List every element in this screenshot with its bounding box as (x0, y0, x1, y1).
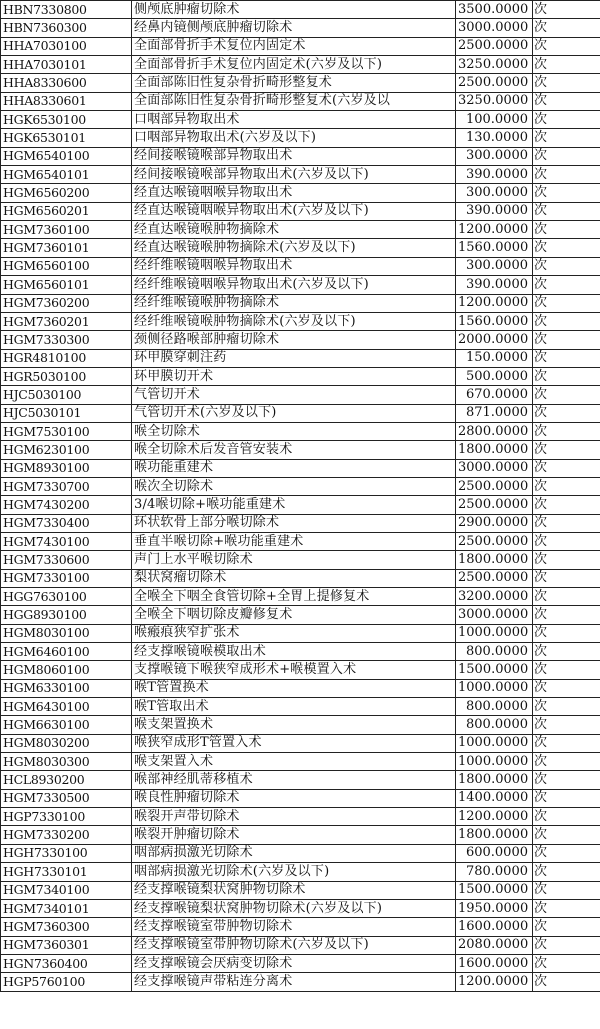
item-unit-cell: 次 (533, 954, 600, 972)
item-code-cell: HGM7330200 (1, 826, 132, 844)
item-code-cell: HJC5030101 (1, 404, 132, 422)
item-price-cell: 390.0000 (456, 166, 533, 184)
table-row (1, 166, 600, 184)
table-row (1, 808, 600, 826)
item-code-cell: HGM7360100 (1, 221, 132, 239)
item-unit-cell: 次 (533, 789, 600, 807)
item-unit-cell: 次 (533, 716, 600, 734)
item-unit-cell: 次 (533, 624, 600, 642)
item-code-cell: HGM7360201 (1, 312, 132, 330)
item-price-cell: 1200.0000 (456, 221, 533, 239)
item-code-cell: HGM6460100 (1, 643, 132, 661)
item-name-cell: 侧颅底肿瘤切除术 (132, 1, 456, 19)
item-price-cell: 130.0000 (456, 129, 533, 147)
item-price-cell: 500.0000 (456, 367, 533, 385)
item-name-cell: 颈侧径路喉部肿瘤切除术 (132, 331, 456, 349)
item-unit-cell: 次 (533, 312, 600, 330)
item-name-cell: 全面部骨折手术复位内固定术 (132, 37, 456, 55)
item-code-cell: HGH7330101 (1, 863, 132, 881)
table-row (1, 789, 600, 807)
table-row (1, 899, 600, 917)
item-name-cell: 环甲膜切开术 (132, 367, 456, 385)
item-name-cell: 喉T管置换术 (132, 679, 456, 697)
item-name-cell: 经直达喉镜喉肿物摘除术(六岁及以下) (132, 239, 456, 257)
item-code-cell: HGR5030100 (1, 367, 132, 385)
item-name-cell: 经鼻内镜侧颅底肿瘤切除术 (132, 19, 456, 37)
item-unit-cell: 次 (533, 257, 600, 275)
table-row (1, 734, 600, 752)
item-code-cell: HHA7030101 (1, 56, 132, 74)
item-name-cell: 喉全切除术 (132, 422, 456, 440)
item-name-cell: 全面部陈旧性复杂骨折畸形整复术 (132, 74, 456, 92)
item-unit-cell: 次 (533, 514, 600, 532)
item-name-cell: 梨状窝瘤切除术 (132, 569, 456, 587)
item-unit-cell: 次 (533, 753, 600, 771)
item-code-cell: HGM8060100 (1, 661, 132, 679)
table-row (1, 386, 600, 404)
item-name-cell: 3/4喉切除+喉功能重建术 (132, 496, 456, 514)
item-price-cell: 871.0000 (456, 404, 533, 422)
table-row (1, 221, 600, 239)
item-name-cell: 喉T管取出术 (132, 698, 456, 716)
item-code-cell: HGK6530101 (1, 129, 132, 147)
item-unit-cell: 次 (533, 698, 600, 716)
item-price-cell: 3000.0000 (456, 19, 533, 37)
item-unit-cell: 次 (533, 74, 600, 92)
table-row (1, 37, 600, 55)
table-row (1, 422, 600, 440)
item-name-cell: 经直达喉镜咽喉异物取出术 (132, 184, 456, 202)
item-code-cell: HGM7330500 (1, 789, 132, 807)
item-code-cell: HGM6540101 (1, 166, 132, 184)
item-name-cell: 垂直半喉切除+喉功能重建术 (132, 532, 456, 550)
item-price-cell: 2500.0000 (456, 569, 533, 587)
item-price-cell: 1560.0000 (456, 239, 533, 257)
item-price-cell: 300.0000 (456, 184, 533, 202)
item-price-cell: 3200.0000 (456, 588, 533, 606)
item-price-cell: 800.0000 (456, 716, 533, 734)
table-row (1, 606, 600, 624)
item-name-cell: 经支撑喉镜室带肿物切除术 (132, 918, 456, 936)
table-row (1, 276, 600, 294)
item-unit-cell: 次 (533, 606, 600, 624)
table-row (1, 698, 600, 716)
item-unit-cell: 次 (533, 184, 600, 202)
table-row (1, 643, 600, 661)
item-code-cell: HGP7330100 (1, 808, 132, 826)
item-unit-cell: 次 (533, 771, 600, 789)
item-price-cell: 800.0000 (456, 698, 533, 716)
item-name-cell: 咽部病损激光切除术(六岁及以下) (132, 863, 456, 881)
table-row (1, 129, 600, 147)
item-code-cell: HGR4810100 (1, 349, 132, 367)
item-unit-cell: 次 (533, 166, 600, 184)
item-name-cell: 喉瘢痕狭窄扩张术 (132, 624, 456, 642)
table-row (1, 588, 600, 606)
item-name-cell: 经支撑喉镜梨状窝肿物切除术 (132, 881, 456, 899)
item-code-cell: HGM7330300 (1, 331, 132, 349)
item-code-cell: HGG7630100 (1, 588, 132, 606)
table-row (1, 92, 600, 110)
table-row (1, 954, 600, 972)
table-row (1, 881, 600, 899)
item-unit-cell: 次 (533, 37, 600, 55)
item-price-cell: 2000.0000 (456, 331, 533, 349)
fee-table-body (1, 1, 600, 992)
item-name-cell: 口咽部异物取出术(六岁及以下) (132, 129, 456, 147)
item-name-cell: 喉支架置入术 (132, 753, 456, 771)
item-code-cell: HGN7360400 (1, 954, 132, 972)
item-price-cell: 2500.0000 (456, 532, 533, 550)
item-price-cell: 1600.0000 (456, 954, 533, 972)
item-unit-cell: 次 (533, 404, 600, 422)
table-row (1, 111, 600, 129)
table-row (1, 74, 600, 92)
item-name-cell: 喉次全切除术 (132, 477, 456, 495)
item-code-cell: HGH7330100 (1, 844, 132, 862)
item-price-cell: 1800.0000 (456, 441, 533, 459)
table-row (1, 312, 600, 330)
item-code-cell: HJC5030100 (1, 386, 132, 404)
item-code-cell: HCL8930200 (1, 771, 132, 789)
item-price-cell: 390.0000 (456, 202, 533, 220)
item-unit-cell: 次 (533, 734, 600, 752)
item-name-cell: 经直达喉镜喉肿物摘除术 (132, 221, 456, 239)
table-row (1, 551, 600, 569)
item-name-cell: 喉支架置换术 (132, 716, 456, 734)
item-code-cell: HGG8930100 (1, 606, 132, 624)
table-row (1, 716, 600, 734)
item-unit-cell: 次 (533, 679, 600, 697)
item-unit-cell: 次 (533, 881, 600, 899)
item-price-cell: 2500.0000 (456, 37, 533, 55)
item-unit-cell: 次 (533, 551, 600, 569)
item-name-cell: 喉功能重建术 (132, 459, 456, 477)
item-price-cell: 1000.0000 (456, 624, 533, 642)
table-row (1, 184, 600, 202)
item-name-cell: 经直达喉镜咽喉异物取出术(六岁及以下) (132, 202, 456, 220)
item-unit-cell: 次 (533, 661, 600, 679)
item-price-cell: 1200.0000 (456, 973, 533, 991)
item-name-cell: 经支撑喉镜声带粘连分离术 (132, 973, 456, 991)
item-price-cell: 1800.0000 (456, 826, 533, 844)
item-code-cell: HHA8330600 (1, 74, 132, 92)
table-row (1, 19, 600, 37)
item-unit-cell: 次 (533, 92, 600, 110)
table-row (1, 863, 600, 881)
item-code-cell: HHA8330601 (1, 92, 132, 110)
table-row (1, 404, 600, 422)
item-price-cell: 2500.0000 (456, 74, 533, 92)
item-price-cell: 2900.0000 (456, 514, 533, 532)
item-code-cell: HGM7330100 (1, 569, 132, 587)
item-name-cell: 经纤维喉镜咽喉异物取出术(六岁及以下) (132, 276, 456, 294)
table-row (1, 459, 600, 477)
item-code-cell: HGM8930100 (1, 459, 132, 477)
item-name-cell: 经纤维喉镜咽喉异物取出术 (132, 257, 456, 275)
item-name-cell: 喉裂开肿瘤切除术 (132, 826, 456, 844)
item-name-cell: 经支撑喉镜喉模取出术 (132, 643, 456, 661)
item-code-cell: HGM6430100 (1, 698, 132, 716)
item-unit-cell: 次 (533, 588, 600, 606)
item-name-cell: 经支撑喉镜梨状窝肿物切除术(六岁及以下) (132, 899, 456, 917)
item-code-cell: HGM7360200 (1, 294, 132, 312)
item-code-cell: HGM6540100 (1, 147, 132, 165)
item-unit-cell: 次 (533, 129, 600, 147)
item-price-cell: 1500.0000 (456, 661, 533, 679)
item-price-cell: 1800.0000 (456, 551, 533, 569)
table-row (1, 294, 600, 312)
item-code-cell: HGM8030300 (1, 753, 132, 771)
item-price-cell: 300.0000 (456, 147, 533, 165)
table-row (1, 679, 600, 697)
item-price-cell: 2800.0000 (456, 422, 533, 440)
item-name-cell: 经支撑喉镜室带肿物切除术(六岁及以下) (132, 936, 456, 954)
item-name-cell: 气管切开术(六岁及以下) (132, 404, 456, 422)
item-name-cell: 环甲膜穿刺注药 (132, 349, 456, 367)
item-price-cell: 1500.0000 (456, 881, 533, 899)
item-unit-cell: 次 (533, 899, 600, 917)
table-row (1, 239, 600, 257)
item-price-cell: 600.0000 (456, 844, 533, 862)
item-unit-cell: 次 (533, 1, 600, 19)
item-price-cell: 3250.0000 (456, 92, 533, 110)
item-unit-cell: 次 (533, 349, 600, 367)
item-unit-cell: 次 (533, 441, 600, 459)
item-code-cell: HGM6560200 (1, 184, 132, 202)
item-code-cell: HGM7530100 (1, 422, 132, 440)
item-unit-cell: 次 (533, 111, 600, 129)
item-price-cell: 670.0000 (456, 386, 533, 404)
table-row (1, 477, 600, 495)
item-code-cell: HGK6530100 (1, 111, 132, 129)
item-code-cell: HGM7340100 (1, 881, 132, 899)
item-price-cell: 1560.0000 (456, 312, 533, 330)
item-unit-cell: 次 (533, 808, 600, 826)
item-unit-cell: 次 (533, 477, 600, 495)
item-unit-cell: 次 (533, 569, 600, 587)
table-row (1, 331, 600, 349)
table-row (1, 918, 600, 936)
table-row (1, 441, 600, 459)
table-row (1, 844, 600, 862)
item-price-cell: 1400.0000 (456, 789, 533, 807)
item-name-cell: 声门上水平喉切除术 (132, 551, 456, 569)
item-name-cell: 全面部骨折手术复位内固定术(六岁及以下) (132, 56, 456, 74)
item-price-cell: 3000.0000 (456, 459, 533, 477)
item-price-cell: 1000.0000 (456, 734, 533, 752)
item-code-cell: HGM8030200 (1, 734, 132, 752)
item-price-cell: 300.0000 (456, 257, 533, 275)
item-code-cell: HGM7360300 (1, 918, 132, 936)
table-row (1, 661, 600, 679)
item-unit-cell: 次 (533, 147, 600, 165)
item-price-cell: 1000.0000 (456, 679, 533, 697)
item-unit-cell: 次 (533, 239, 600, 257)
item-price-cell: 1200.0000 (456, 294, 533, 312)
table-row (1, 624, 600, 642)
table-row (1, 257, 600, 275)
table-row (1, 56, 600, 74)
item-name-cell: 全喉全下咽切除皮瓣修复术 (132, 606, 456, 624)
item-code-cell: HGM7430100 (1, 532, 132, 550)
item-code-cell: HGM7330600 (1, 551, 132, 569)
table-row (1, 1, 600, 19)
item-code-cell: HGM6560101 (1, 276, 132, 294)
item-price-cell: 1800.0000 (456, 771, 533, 789)
item-name-cell: 喉良性肿瘤切除术 (132, 789, 456, 807)
item-unit-cell: 次 (533, 56, 600, 74)
table-row (1, 771, 600, 789)
item-code-cell: HGM7430200 (1, 496, 132, 514)
item-name-cell: 支撑喉镜下喉狭窄成形术+喉模置入术 (132, 661, 456, 679)
item-unit-cell: 次 (533, 863, 600, 881)
item-name-cell: 环状软骨上部分喉切除术 (132, 514, 456, 532)
item-price-cell: 1000.0000 (456, 753, 533, 771)
item-unit-cell: 次 (533, 202, 600, 220)
item-unit-cell: 次 (533, 367, 600, 385)
item-price-cell: 390.0000 (456, 276, 533, 294)
table-row (1, 936, 600, 954)
item-unit-cell: 次 (533, 936, 600, 954)
item-unit-cell: 次 (533, 459, 600, 477)
table-row (1, 367, 600, 385)
item-unit-cell: 次 (533, 294, 600, 312)
item-price-cell: 3500.0000 (456, 1, 533, 19)
item-name-cell: 喉裂开声带切除术 (132, 808, 456, 826)
item-unit-cell: 次 (533, 973, 600, 991)
item-code-cell: HGM7360101 (1, 239, 132, 257)
table-row (1, 202, 600, 220)
item-name-cell: 经支撑喉镜会厌病变切除术 (132, 954, 456, 972)
item-price-cell: 100.0000 (456, 111, 533, 129)
table-row (1, 753, 600, 771)
item-code-cell: HGM6560100 (1, 257, 132, 275)
item-unit-cell: 次 (533, 826, 600, 844)
item-unit-cell: 次 (533, 643, 600, 661)
item-unit-cell: 次 (533, 19, 600, 37)
item-code-cell: HBN7360300 (1, 19, 132, 37)
item-unit-cell: 次 (533, 844, 600, 862)
item-name-cell: 经纤维喉镜喉肿物摘除术(六岁及以下) (132, 312, 456, 330)
table-row (1, 569, 600, 587)
item-price-cell: 780.0000 (456, 863, 533, 881)
item-code-cell: HGM6630100 (1, 716, 132, 734)
table-row (1, 514, 600, 532)
item-code-cell: HGM7330400 (1, 514, 132, 532)
item-code-cell: HGM8030100 (1, 624, 132, 642)
item-price-cell: 1600.0000 (456, 918, 533, 936)
item-unit-cell: 次 (533, 221, 600, 239)
item-code-cell: HGM7340101 (1, 899, 132, 917)
item-unit-cell: 次 (533, 331, 600, 349)
item-unit-cell: 次 (533, 386, 600, 404)
item-price-cell: 2500.0000 (456, 477, 533, 495)
item-code-cell: HGM6330100 (1, 679, 132, 697)
item-unit-cell: 次 (533, 496, 600, 514)
table-row (1, 147, 600, 165)
item-unit-cell: 次 (533, 532, 600, 550)
item-unit-cell: 次 (533, 918, 600, 936)
item-name-cell: 气管切开术 (132, 386, 456, 404)
item-name-cell: 经间接喉镜喉部异物取出术(六岁及以下) (132, 166, 456, 184)
item-code-cell: HBN7330800 (1, 1, 132, 19)
table-row (1, 496, 600, 514)
item-name-cell: 喉狭窄成形T管置入术 (132, 734, 456, 752)
item-price-cell: 3250.0000 (456, 56, 533, 74)
item-name-cell: 口咽部异物取出术 (132, 111, 456, 129)
item-price-cell: 1200.0000 (456, 808, 533, 826)
item-price-cell: 150.0000 (456, 349, 533, 367)
item-code-cell: HGM6230100 (1, 441, 132, 459)
item-price-cell: 800.0000 (456, 643, 533, 661)
item-price-cell: 2080.0000 (456, 936, 533, 954)
item-name-cell: 喉部神经肌蒂移植术 (132, 771, 456, 789)
item-price-cell: 1950.0000 (456, 899, 533, 917)
item-price-cell: 3000.0000 (456, 606, 533, 624)
item-unit-cell: 次 (533, 276, 600, 294)
table-row (1, 532, 600, 550)
item-code-cell: HGM7330700 (1, 477, 132, 495)
item-code-cell: HGM7360301 (1, 936, 132, 954)
item-price-cell: 2500.0000 (456, 496, 533, 514)
item-name-cell: 喉全切除术后发音管安装术 (132, 441, 456, 459)
item-code-cell: HHA7030100 (1, 37, 132, 55)
table-row (1, 349, 600, 367)
table-row (1, 826, 600, 844)
item-name-cell: 经间接喉镜喉部异物取出术 (132, 147, 456, 165)
item-name-cell: 全面部陈旧性复杂骨折畸形整复术(六岁及以 (132, 92, 456, 110)
item-unit-cell: 次 (533, 422, 600, 440)
table-row (1, 973, 600, 991)
item-code-cell: HGM6560201 (1, 202, 132, 220)
item-name-cell: 经纤维喉镜喉肿物摘除术 (132, 294, 456, 312)
item-name-cell: 咽部病损激光切除术 (132, 844, 456, 862)
item-code-cell: HGP5760100 (1, 973, 132, 991)
item-name-cell: 全喉全下咽全食管切除+全胃上提修复术 (132, 588, 456, 606)
